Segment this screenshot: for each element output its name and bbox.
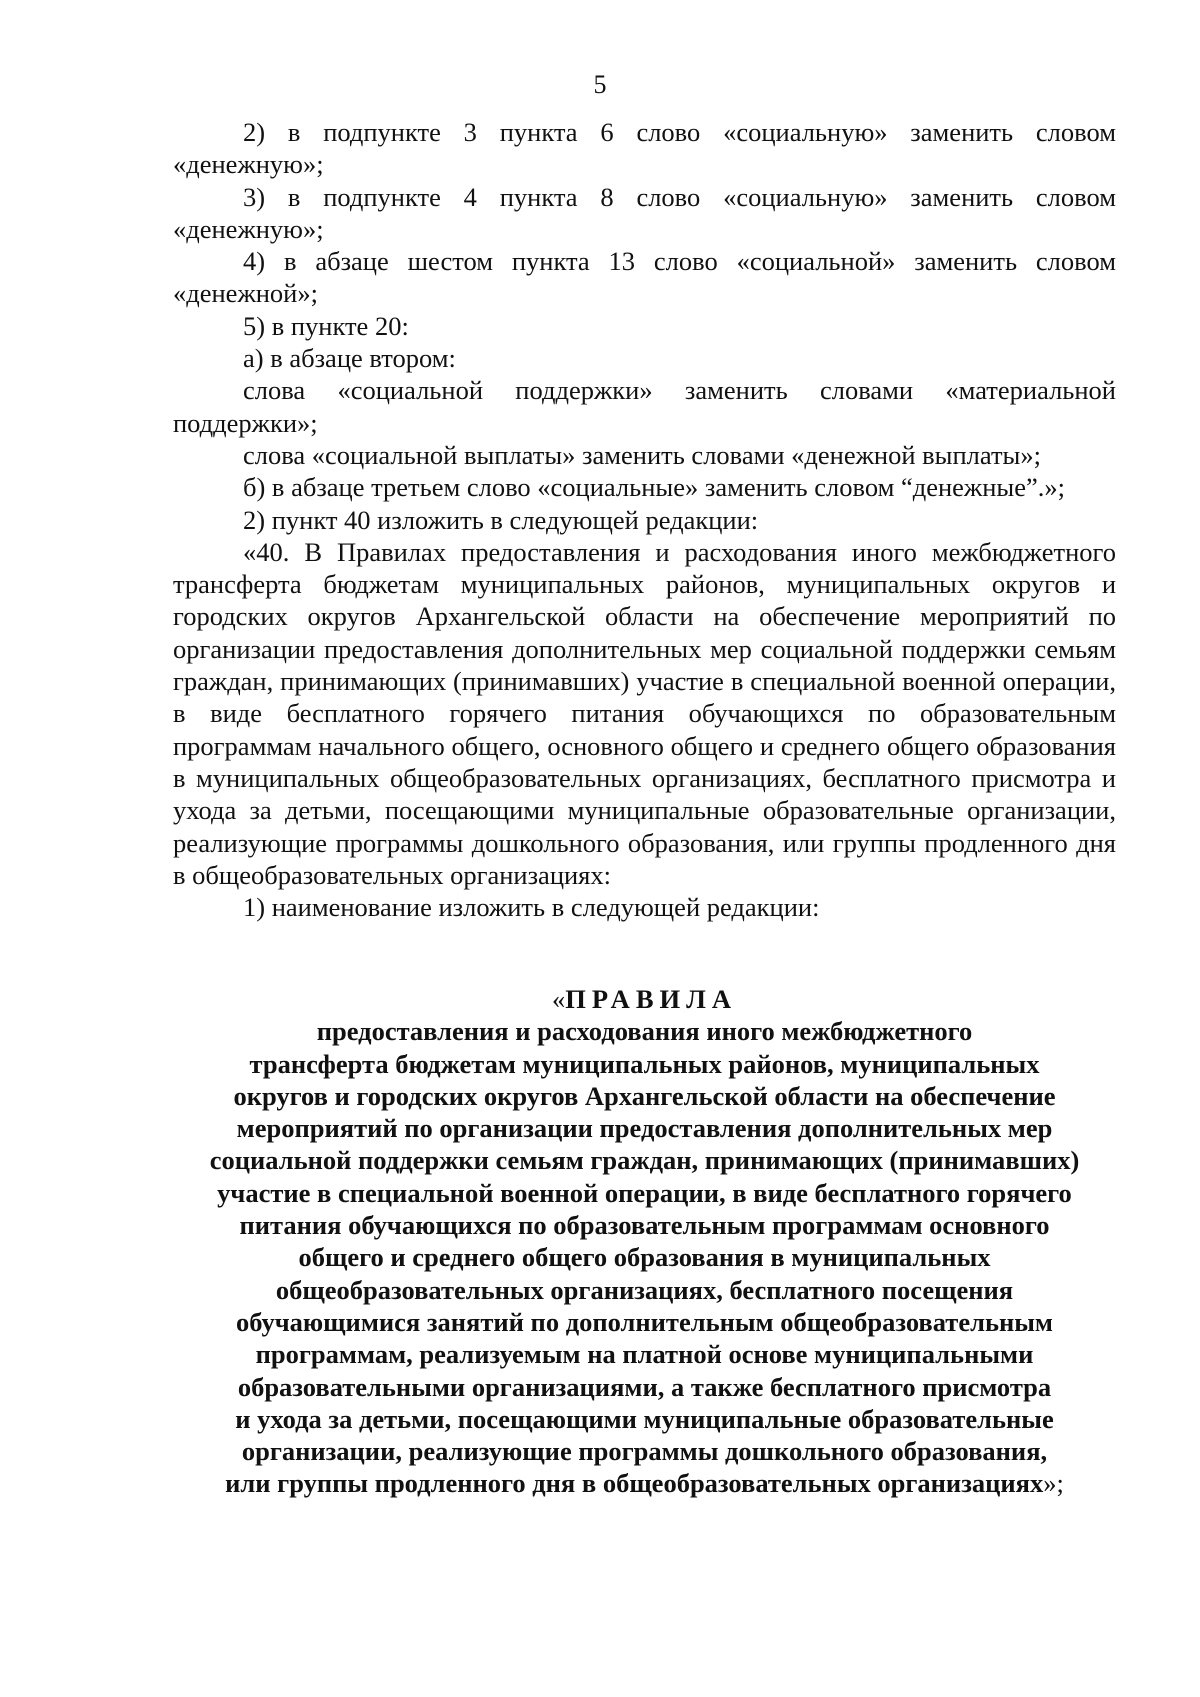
rules-title-line: организации, реализующие программы дошкольного образования, xyxy=(241,1436,1048,1467)
rules-title-last-line xyxy=(173,1467,1116,1499)
rules-heading-line xyxy=(173,983,1116,1015)
paragraph-subitem-b: б) в абзаце третьем слово «социальные» заменить словом “денежные”.»; xyxy=(243,472,1065,503)
rules-closing-quote: »; xyxy=(1043,1468,1064,1499)
paragraph-name-change: 1) наименование изложить в следующей редакции: xyxy=(243,892,820,923)
page-number: 5 xyxy=(593,70,607,99)
rules-title-line: социальной поддержки семьям граждан, принимающих (принимавших) xyxy=(209,1145,1080,1176)
paragraph-item-3: 3) в подпункте 4 пункта 8 слово «социальную» заменить словом «денежную»; xyxy=(173,181,1116,244)
rules-title-line: округов и городских округов Архангельской области на обеспечение xyxy=(233,1080,1056,1111)
rules-open-quote: « xyxy=(552,984,566,1014)
rules-title-line: и ухода за детьми, посещающими муниципальные образовательные xyxy=(235,1403,1054,1434)
rules-title-line: мероприятий по организации предоставления дополнительных мер xyxy=(236,1113,1053,1144)
rules-title-line: общеобразовательных организациях, бесплатного посещения xyxy=(275,1274,1014,1305)
paragraph-item-4: 4) в абзаце шестом пункта 13 слово «социальной» заменить словом «денежной»; xyxy=(173,246,1116,309)
rules-title-line: образовательными организациями, а также бесплатного присмотра xyxy=(237,1371,1052,1402)
rules-title-line: трансферта бюджетам муниципальных районов, муниципальных xyxy=(249,1048,1040,1079)
paragraph-replace-payment: слова «социальной выплаты» заменить словами «денежной выплаты»; xyxy=(243,439,1041,470)
rules-title-line: общего и среднего общего образования в муниципальных xyxy=(298,1242,991,1273)
paragraph-item-2: 2) в подпункте 3 пункта 6 слово «социальную» заменить словом «денежную»; xyxy=(173,117,1116,180)
rules-title-line: участие в специальной военной операции, в виде бесплатного горячего xyxy=(217,1177,1072,1208)
paragraph-replace-support: слова «социальной поддержки» заменить словами «материальной поддержки»; xyxy=(173,375,1116,438)
paragraph-item-5: 5) в пункте 20: xyxy=(243,310,409,341)
rules-heading: ПРАВИЛА xyxy=(565,984,737,1014)
paragraph-point-40: 2) пункт 40 изложить в следующей редакции: xyxy=(243,504,759,535)
rules-title xyxy=(173,983,1116,1500)
paragraph-rules-40: «40. В Правилах предоставления и расходования иного межбюджетного трансферта бюджетам муниципальных районов, муниципальных округов и городских округов Архангельской области на обеспечение мероприятий по организации предоставления дополнительных мер социальной поддержки семьям граждан, принимающих (принимавших) участие в специальной военной операции, в виде бесплатного горячего питания обучающихся по образовательным программам начального общего, основного общего и среднего общего образования в муниципальных общеобразовательных организациях, бесплатного присмотра и ухода за детьми, посещающими муниципальные образовательные организации, реализующие программы дошкольного образования, или группы продленного дня в общеобразовательных организациях: xyxy=(173,536,1116,890)
rules-title-line: питания обучающихся по образовательным программам основного xyxy=(239,1210,1050,1241)
rules-title-line: обучающимися занятий по дополнительным общеобразовательным xyxy=(236,1306,1053,1337)
rules-title-last-text: или группы продленного дня в общеобразовательных организациях xyxy=(225,1468,1044,1499)
rules-title-line: предоставления и расходования иного межбюджетного xyxy=(316,1016,973,1047)
rules-title-line: программам, реализуемым на платной основе муниципальными xyxy=(255,1339,1034,1370)
paragraph-subitem-a: а) в абзаце втором: xyxy=(243,343,456,374)
amendment-text xyxy=(173,116,1116,923)
